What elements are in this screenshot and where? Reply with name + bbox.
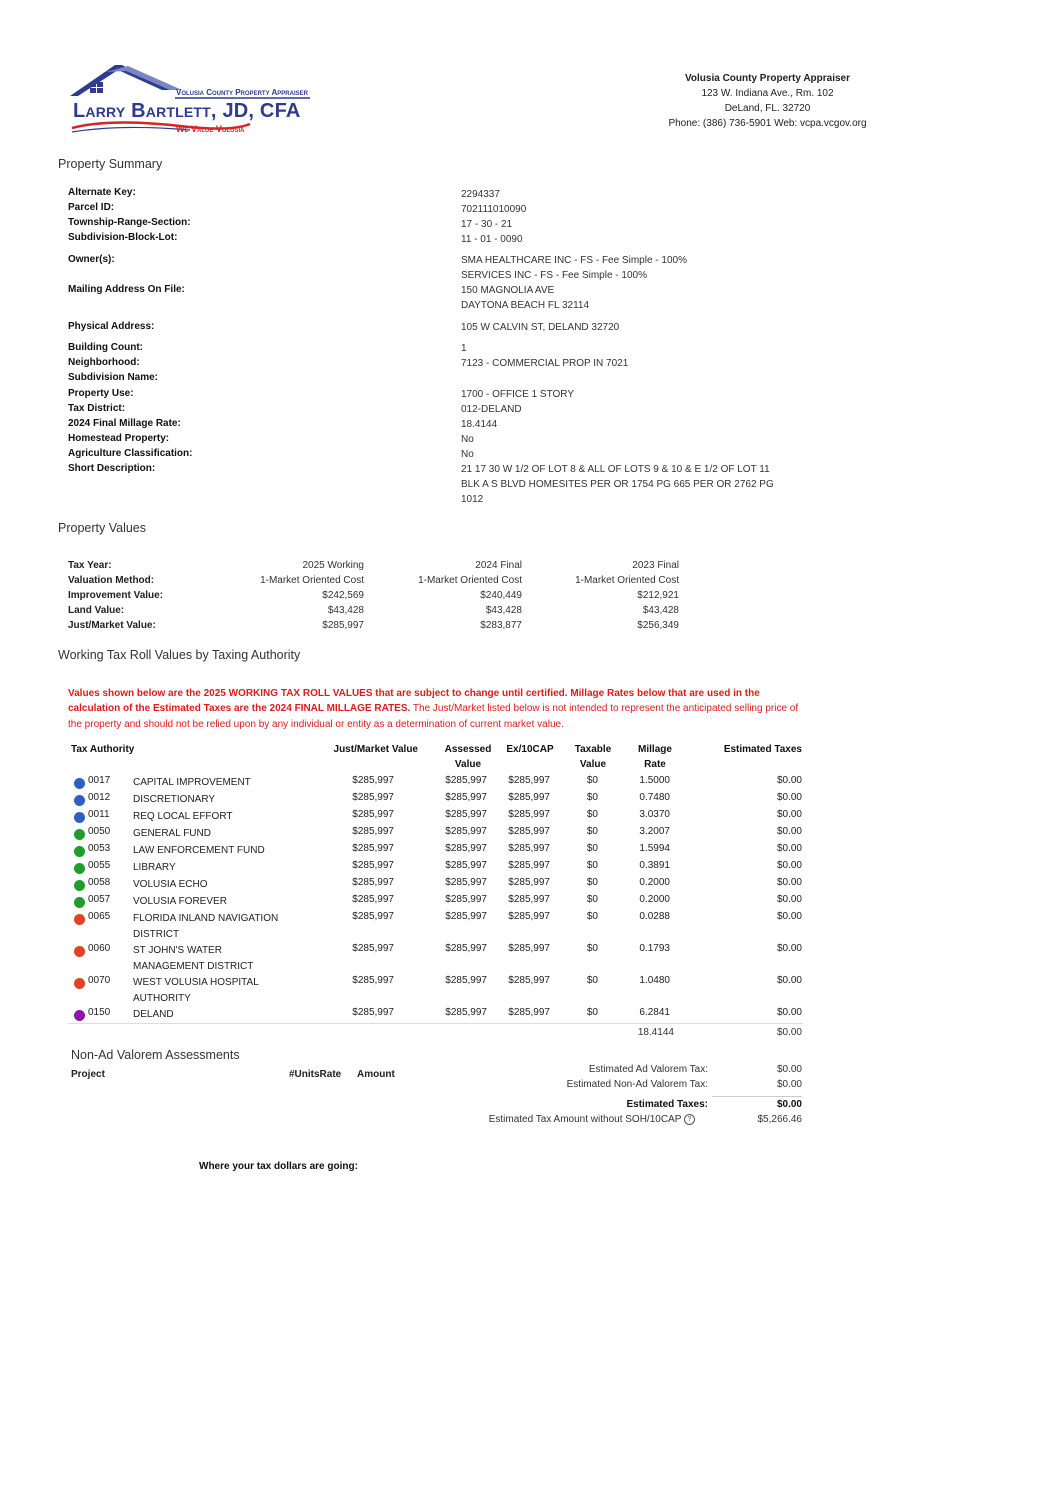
taxable-value: $0 xyxy=(586,826,598,837)
just-market-value: $285,997 xyxy=(352,911,394,922)
ex-10cap-value: $285,997 xyxy=(508,775,550,786)
taxable-value: $0 xyxy=(586,877,598,888)
logo-name: Larry Bartlett, JD, CFA xyxy=(73,100,301,122)
th-just-market: Just/Market Value xyxy=(333,744,418,755)
just-market-value: $285,997 xyxy=(352,775,394,786)
ex-10cap-value: $285,997 xyxy=(508,877,550,888)
logo-tagline: We Value Volusia xyxy=(176,124,245,134)
help-icon[interactable]: ? xyxy=(684,1114,695,1125)
authority-name: VOLUSIA FOREVER xyxy=(133,896,227,907)
pv-cell: $256,349 xyxy=(637,620,679,631)
col-project: Project xyxy=(71,1069,105,1080)
est-non-ad-valorem-label: Estimated Non-Ad Valorem Tax: xyxy=(566,1079,708,1090)
value-short-description: 21 17 30 W 1/2 OF LOT 8 & ALL OF LOTS 9 & 10 & E 1/2 OF LOT 11 BLK A S BLVD HOMESITES PER OR 1754 PG 665 PER OR 2762 PG 1012 xyxy=(461,464,774,506)
assessed-value: $285,997 xyxy=(445,792,487,803)
millage-rate: 0.1793 xyxy=(639,943,670,954)
pv-row-label: Tax Year: xyxy=(68,560,112,571)
authority-name: WEST VOLUSIA HOSPITAL AUTHORITY xyxy=(133,977,259,1004)
taxable-value: $0 xyxy=(586,809,598,820)
millage-rate: 1.0480 xyxy=(639,975,670,986)
office-contact xyxy=(640,71,895,131)
value-millage-rate: 18.4144 xyxy=(461,419,498,430)
authority-code: 0150 xyxy=(88,1007,111,1018)
pv-cell: $43,428 xyxy=(485,605,522,616)
label-mailing-address: Mailing Address On File: xyxy=(68,284,185,295)
authority-code: 0053 xyxy=(88,843,111,854)
non-ad-valorem-title: Non-Ad Valorem Assessments xyxy=(71,1048,240,1062)
tax-dollars-going-title: Where your tax dollars are going: xyxy=(199,1161,358,1172)
value-subdivision-block-lot: 11 - 01 - 0090 xyxy=(461,234,523,245)
tax-authority-row xyxy=(70,826,805,843)
authority-color-dot xyxy=(74,829,85,840)
just-market-value: $285,997 xyxy=(352,943,394,954)
authority-name: DELAND xyxy=(133,1009,174,1020)
ex-10cap-value: $285,997 xyxy=(508,860,550,871)
value-neighborhood: 7123 - COMMERCIAL PROP IN 7021 xyxy=(461,358,629,369)
pv-cell: $43,428 xyxy=(327,605,364,616)
just-market-value: $285,997 xyxy=(352,792,394,803)
authority-color-dot xyxy=(74,897,85,908)
authority-code: 0065 xyxy=(88,911,111,922)
assessed-value: $285,997 xyxy=(445,860,487,871)
tax-authority-row xyxy=(70,943,805,972)
authority-code: 0055 xyxy=(88,860,111,871)
value-property-use: 1700 - OFFICE 1 STORY xyxy=(461,389,575,400)
label-building-count: Building Count: xyxy=(68,342,143,353)
th-taxable-line2: Value xyxy=(579,759,607,770)
office-name: Volusia County Property Appraiser xyxy=(684,73,851,84)
just-market-value: $285,997 xyxy=(352,1007,394,1018)
taxable-value: $0 xyxy=(586,1007,598,1018)
taxable-value: $0 xyxy=(586,775,598,786)
value-homestead: No xyxy=(461,434,474,445)
tax-authority-row xyxy=(70,860,805,877)
tax-authority-row xyxy=(70,792,805,809)
ex-10cap-value: $285,997 xyxy=(508,1007,550,1018)
value-owner-1: SMA HEALTHCARE INC - FS - Fee Simple - 100% xyxy=(461,255,687,266)
without-soh-value: $5,266.46 xyxy=(757,1114,802,1125)
ex-10cap-value: $285,997 xyxy=(508,792,550,803)
authority-color-dot xyxy=(74,914,85,925)
assessed-value: $285,997 xyxy=(445,877,487,888)
assessed-value: $285,997 xyxy=(445,843,487,854)
authority-name: GENERAL FUND xyxy=(133,828,211,839)
just-market-value: $285,997 xyxy=(352,860,394,871)
millage-rate: 1.5994 xyxy=(639,843,670,854)
col-amount: Amount xyxy=(357,1069,395,1080)
assessed-value: $285,997 xyxy=(445,775,487,786)
assessed-value: $285,997 xyxy=(445,894,487,905)
estimated-tax: $0.00 xyxy=(776,1007,802,1018)
pv-cell: 2023 Final xyxy=(632,560,679,571)
authority-name: LIBRARY xyxy=(133,862,176,873)
notice-rest: The Just/Market listed below is not intended to represent the anticipated selling price of the property and should not be relied upon by any individual or entity as a determination of current market value. xyxy=(68,703,799,730)
value-agriculture: No xyxy=(461,449,474,460)
ex-10cap-value: $285,997 xyxy=(508,826,550,837)
label-subdivision-name: Subdivision Name: xyxy=(68,372,159,383)
authority-code: 0058 xyxy=(88,877,111,888)
value-township-range-section: 17 - 30 - 21 xyxy=(461,219,513,230)
authority-name: DISCRETIONARY xyxy=(133,794,216,805)
assessed-value: $285,997 xyxy=(445,943,487,954)
value-physical-address: 105 W CALVIN ST, DELAND 32720 xyxy=(461,322,620,333)
th-taxable-line1: Taxable xyxy=(574,744,612,755)
label-tax-district: Tax District: xyxy=(68,403,126,414)
millage-rate: 0.2000 xyxy=(639,894,670,905)
value-mailing-line1: 150 MAGNOLIA AVE xyxy=(461,285,555,296)
pv-cell: $43,428 xyxy=(642,605,679,616)
just-market-value: $285,997 xyxy=(352,843,394,854)
pv-row-label: Improvement Value: xyxy=(68,590,164,601)
pv-cell: 1-Market Oriented Cost xyxy=(418,575,522,586)
tax-authority-row xyxy=(70,775,805,792)
assessed-value: $285,997 xyxy=(445,975,487,986)
authority-code: 0011 xyxy=(88,809,110,820)
pv-row-label: Just/Market Value: xyxy=(68,620,156,631)
millage-rate: 3.0370 xyxy=(639,809,670,820)
summary-divider xyxy=(712,1096,802,1097)
estimated-tax: $0.00 xyxy=(776,860,802,871)
label-parcel-id: Parcel ID: xyxy=(68,202,115,213)
tax-authority-row xyxy=(70,877,805,894)
property-values-title: Property Values xyxy=(58,521,147,535)
authority-code: 0012 xyxy=(88,792,111,803)
authority-color-dot xyxy=(74,1010,85,1021)
taxable-value: $0 xyxy=(586,860,598,871)
without-soh-label xyxy=(395,1114,695,1125)
authority-code: 0017 xyxy=(88,775,111,786)
est-taxes-label: Estimated Taxes: xyxy=(626,1099,708,1110)
just-market-value: $285,997 xyxy=(352,975,394,986)
authority-name: CAPITAL IMPROVEMENT xyxy=(133,777,251,788)
authority-color-dot xyxy=(74,863,85,874)
th-millage-line2: Rate xyxy=(644,759,666,770)
authority-code: 0060 xyxy=(88,943,111,954)
assessed-value: $285,997 xyxy=(445,826,487,837)
authority-color-dot xyxy=(74,778,85,789)
total-estimated-taxes: $0.00 xyxy=(776,1027,802,1038)
value-building-count: 1 xyxy=(461,343,467,354)
ex-10cap-value: $285,997 xyxy=(508,894,550,905)
pv-cell: 1-Market Oriented Cost xyxy=(575,575,679,586)
millage-rate: 0.0288 xyxy=(639,911,670,922)
authority-code: 0050 xyxy=(88,826,111,837)
label-physical-address: Physical Address: xyxy=(68,321,155,332)
office-address-line1: 123 W. Indiana Ave., Rm. 102 xyxy=(701,88,834,99)
est-ad-valorem-value: $0.00 xyxy=(776,1064,802,1075)
tax-authority-row xyxy=(70,1007,805,1024)
th-taxable xyxy=(565,742,621,772)
pv-row-label: Land Value: xyxy=(68,605,125,616)
just-market-value: $285,997 xyxy=(352,809,394,820)
millage-rate: 6.2841 xyxy=(639,1007,670,1018)
label-subdivision-block-lot: Subdivision-Block-Lot: xyxy=(68,232,178,243)
ex-10cap-value: $285,997 xyxy=(508,975,550,986)
th-tax-authority: Tax Authority xyxy=(71,744,135,755)
est-ad-valorem-label: Estimated Ad Valorem Tax: xyxy=(588,1064,708,1075)
without-soh-text: Estimated Tax Amount without SOH/10CAP xyxy=(488,1114,682,1126)
value-parcel-id: 702111010090 xyxy=(461,204,527,215)
th-millage-line1: Millage xyxy=(638,744,672,755)
value-alternate-key: 2294337 xyxy=(461,189,500,200)
pv-cell: $212,921 xyxy=(637,590,679,601)
totals-divider xyxy=(68,1023,803,1024)
property-summary-title: Property Summary xyxy=(58,157,163,171)
pv-cell: $240,449 xyxy=(480,590,522,601)
authority-color-dot xyxy=(74,846,85,857)
assessed-value: $285,997 xyxy=(445,911,487,922)
taxable-value: $0 xyxy=(586,843,598,854)
th-assessed-line2: Value xyxy=(454,759,482,770)
estimated-tax: $0.00 xyxy=(776,943,802,954)
est-taxes-value: $0.00 xyxy=(776,1099,802,1110)
label-owners: Owner(s): xyxy=(68,254,115,265)
ex-10cap-value: $285,997 xyxy=(508,943,550,954)
value-owner-2: SERVICES INC - FS - Fee Simple - 100% xyxy=(461,270,647,281)
value-mailing-line2: DAYTONA BEACH FL 32114 xyxy=(461,300,590,311)
authority-name: REQ LOCAL EFFORT xyxy=(133,811,233,822)
pv-cell: 2024 Final xyxy=(475,560,522,571)
authority-code: 0057 xyxy=(88,894,111,905)
authority-color-dot xyxy=(74,946,85,957)
assessed-value: $285,997 xyxy=(445,809,487,820)
tax-roll-title: Working Tax Roll Values by Taxing Authority xyxy=(58,648,301,662)
authority-name: FLORIDA INLAND NAVIGATION DISTRICT xyxy=(133,913,279,940)
label-homestead: Homestead Property: xyxy=(68,433,170,444)
th-millage xyxy=(627,742,683,772)
just-market-value: $285,997 xyxy=(352,877,394,888)
tax-authority-row xyxy=(70,809,805,826)
estimated-tax: $0.00 xyxy=(776,975,802,986)
label-millage-rate: 2024 Final Millage Rate: xyxy=(68,418,181,429)
authority-color-dot xyxy=(74,812,85,823)
total-millage: 18.4144 xyxy=(637,1027,674,1038)
authority-code: 0070 xyxy=(88,975,111,986)
ex-10cap-value: $285,997 xyxy=(508,843,550,854)
just-market-value: $285,997 xyxy=(352,826,394,837)
authority-name: LAW ENFORCEMENT FUND xyxy=(133,845,265,856)
millage-rate: 0.3891 xyxy=(639,860,670,871)
ex-10cap-value: $285,997 xyxy=(508,911,550,922)
taxable-value: $0 xyxy=(586,894,598,905)
millage-rate: 3.2007 xyxy=(639,826,670,837)
assessed-value: $285,997 xyxy=(445,1007,487,1018)
authority-color-dot xyxy=(74,795,85,806)
label-short-description: Short Description: xyxy=(68,463,156,474)
estimated-tax: $0.00 xyxy=(776,775,802,786)
authority-color-dot xyxy=(74,978,85,989)
pv-cell: $283,877 xyxy=(480,620,522,631)
th-estimated-taxes: Estimated Taxes xyxy=(723,744,802,755)
value-tax-district: 012-DELAND xyxy=(461,404,522,415)
label-property-use: Property Use: xyxy=(68,388,134,399)
th-ex-10cap: Ex/10CAP xyxy=(506,744,554,755)
pv-cell: 1-Market Oriented Cost xyxy=(260,575,364,586)
estimated-tax: $0.00 xyxy=(776,809,802,820)
ex-10cap-value: $285,997 xyxy=(508,809,550,820)
tax-authority-row xyxy=(70,894,805,911)
col-units-rate: #UnitsRate xyxy=(289,1069,342,1080)
office-phone-web: Phone: (386) 736-5901 Web: vcpa.vcgov.org xyxy=(668,118,867,129)
pv-cell: $242,569 xyxy=(322,590,364,601)
millage-rate: 1.5000 xyxy=(639,775,670,786)
pv-cell: $285,997 xyxy=(322,620,364,631)
estimated-tax: $0.00 xyxy=(776,894,802,905)
label-neighborhood: Neighborhood: xyxy=(68,357,140,368)
millage-rate: 0.2000 xyxy=(639,877,670,888)
just-market-value: $285,997 xyxy=(352,894,394,905)
estimated-tax: $0.00 xyxy=(776,843,802,854)
est-non-ad-valorem-value: $0.00 xyxy=(776,1079,802,1090)
taxable-value: $0 xyxy=(586,792,598,803)
millage-rate: 0.7480 xyxy=(639,792,670,803)
estimated-tax: $0.00 xyxy=(776,792,802,803)
pv-row-label: Valuation Method: xyxy=(68,575,155,586)
estimated-tax: $0.00 xyxy=(776,826,802,837)
estimated-tax: $0.00 xyxy=(776,911,802,922)
label-township-range-section: Township-Range-Section: xyxy=(68,217,191,228)
taxable-value: $0 xyxy=(586,943,598,954)
pv-cell: 2025 Working xyxy=(302,560,364,571)
label-alternate-key: Alternate Key: xyxy=(68,187,136,198)
authority-color-dot xyxy=(74,880,85,891)
tax-roll-notice xyxy=(68,686,803,732)
label-agriculture: Agriculture Classification: xyxy=(68,448,193,459)
taxable-value: $0 xyxy=(586,975,598,986)
th-assessed xyxy=(438,742,498,772)
office-address-line2: DeLand, FL. 32720 xyxy=(724,103,811,114)
tax-authority-row xyxy=(70,843,805,860)
appraiser-logo xyxy=(70,62,315,140)
tax-authority-row xyxy=(70,975,805,1004)
tax-authority-row xyxy=(70,911,805,940)
notice-bold: Values shown below are the 2025 WORKING TAX ROLL VALUES that are subject to change until certified. Millage Rates below that are used in the calculation of the Estimated Taxes are the 2024 FINAL MILLAGE RATES. xyxy=(68,688,760,715)
logo-top-text: Volusia County Property Appraiser xyxy=(176,88,308,97)
th-assessed-line1: Assessed xyxy=(444,744,492,755)
estimated-tax: $0.00 xyxy=(776,877,802,888)
authority-name: ST JOHN'S WATER MANAGEMENT DISTRICT xyxy=(133,945,254,972)
taxable-value: $0 xyxy=(586,911,598,922)
authority-name: VOLUSIA ECHO xyxy=(133,879,208,890)
